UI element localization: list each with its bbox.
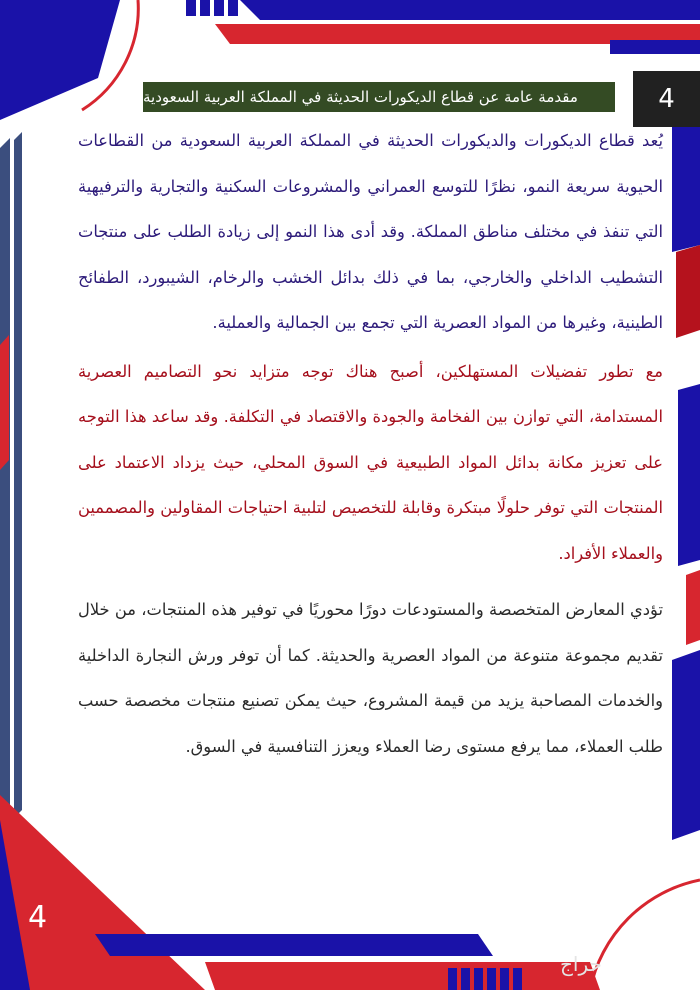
watermark-logo: حراج [560,952,602,976]
corner-shape-red-bottom-left [0,795,205,990]
paragraph-showrooms: تؤدي المعارض المتخصصة والمستودعات دورًا محوريًا في توفير هذه المنتجات، من خلال تقديم مجموعة متنوعة من المواد العصرية والحديثة. كما أن توفر ورش النجارة الداخلية والخدمات المصاحبة يزيد من قيمة المشروع، حيث يمكن تصنيع منتجات مخصصة حسب طلب العملاء، مما يرفع مستوى رضا العملاء ويعزز التنافسية في السوق. [78,600,663,756]
bar-red-right-2 [686,570,700,645]
bar-red-right-1 [676,245,700,338]
page-number-top: 4 [658,84,675,114]
corner-shape-blue-top-left [0,0,120,120]
bar-blue-top [240,0,700,20]
page-title-bar [143,82,615,112]
bar-blue-top-right [610,40,700,54]
arc-red-bottom-right [590,880,700,990]
paragraph-trends: مع تطور تفضيلات المستهلكين، أصبح هناك توجه متزايد نحو التصاميم العصرية المستدامة، التي توازن بين الفخامة والجودة والاقتصاد في التكلفة. وقد ساعد هذا التوجه على تعزيز مكانة بدائل المواد الطبيعية في السوق المحلي، حيث يزداد الاعتماد على المنتجات التي توفر حلولًا مبتكرة وقابلة للتخصيص لتلبية احتياجات المقاولين والمصممين والعملاء الأفراد. [78,361,663,563]
stripes-left [0,132,22,860]
stripes-top [186,0,238,16]
bar-red-bottom [205,962,600,990]
bar-blue-right-2 [678,384,700,566]
bar-blue-bottom [95,934,493,956]
page-title: مقدمة عامة عن قطاع الديكورات الحديثة في المملكة العربية السعودية [143,88,578,106]
document-body [78,118,663,769]
stripe-red-left [0,335,9,470]
page-number-bottom: 4 [28,900,48,935]
bar-blue-right-3 [672,650,700,840]
paragraph-intro: يُعد قطاع الديكورات والديكورات الحديثة في المملكة العربية السعودية من القطاعات الحيوية سريعة النمو، نظرًا للتوسع العمراني والمشروعات السكنية والتجارية والترفيهية التي تنفذ في مختلف مناطق المملكة. وقد أدى هذا النمو إلى زيادة الطلب على منتجات التشطيب الداخلي والخارجي، بما في ذلك بدائل الخشب والرخام، الشيبورد، الطفائح الطينية، وغيرها من المواد العصرية التي تجمع بين الجمالية والعملية. [78,131,663,332]
